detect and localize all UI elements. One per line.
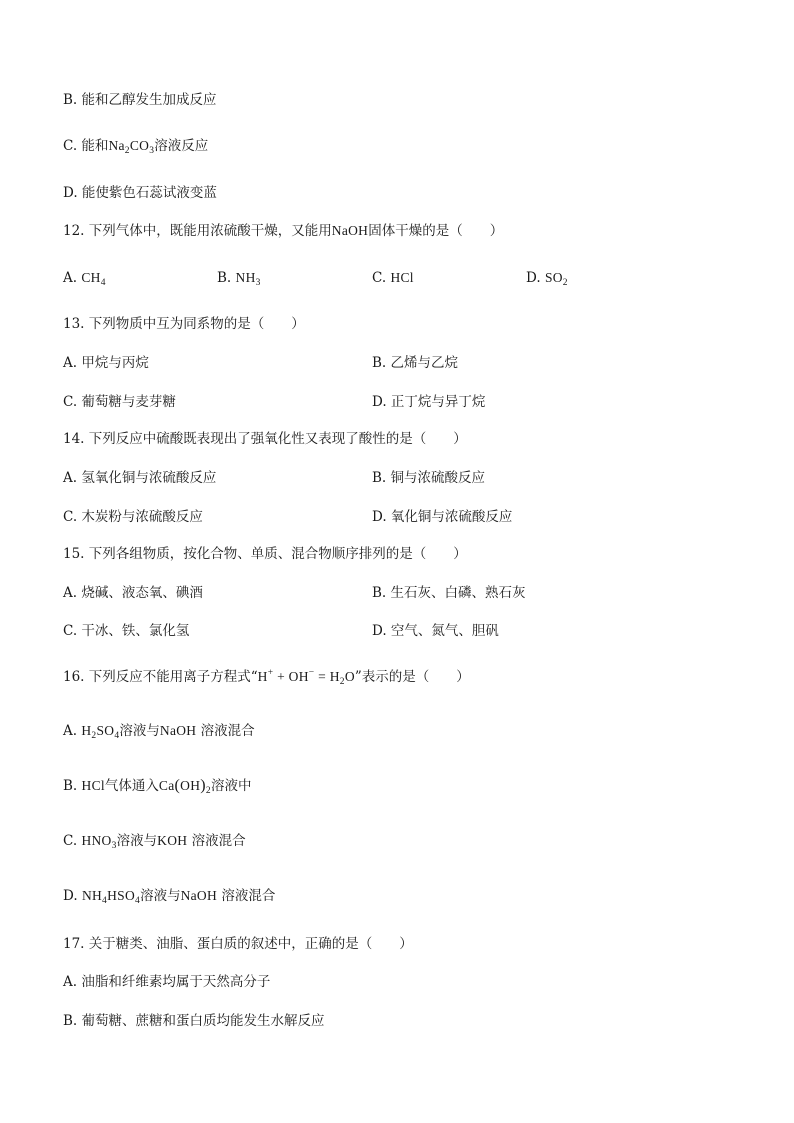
q17-option-a: A. 油脂和纤维素均属于天然高分子	[63, 974, 271, 990]
q13-option-b: B. 乙烯与乙烷	[372, 355, 459, 371]
q16-option-a-mid: 溶液与	[119, 723, 160, 739]
formula-na2co3: $Na_2CO_3$	[108, 138, 155, 156]
q16-option-b-mid: 气体通入	[104, 778, 159, 794]
q16-option-a	[63, 722, 255, 740]
q16-stem	[63, 668, 470, 686]
ionic-equation: $H^+ + OH^- = H_2O$	[257, 668, 355, 687]
q12-option-b	[217, 269, 261, 287]
q16-option-c	[63, 832, 246, 850]
q16-option-c-label: C.	[63, 833, 78, 849]
q16-option-d-suffix: 溶液混合	[221, 888, 276, 904]
q12-option-a	[63, 269, 106, 287]
q11-option-d: D. 能使紫色石蕊试液变蓝	[63, 185, 217, 201]
q16-option-c-koh: KOH	[157, 833, 188, 848]
q14-option-a: A. 氢氧化铜与浓硫酸反应	[63, 470, 217, 486]
q13-option-c: C. 葡萄糖与麦芽糖	[63, 394, 176, 410]
q16-option-c-mid: 溶液与	[116, 833, 158, 849]
q15-stem: 15. 下列各组物质，按化合物、单质、混合物顺序排列的是（ ）	[63, 546, 467, 562]
q15-option-b: B. 生石灰、白磷、熟石灰	[372, 585, 526, 601]
q14-option-b: B. 铜与浓硫酸反应	[372, 470, 486, 486]
q14-option-d: D. 氧化铜与浓硫酸反应	[372, 509, 513, 525]
q12-option-c	[372, 269, 414, 287]
q16-option-d-naoh: NaOH	[180, 888, 218, 903]
q16-option-c-suffix: 溶液混合	[191, 833, 246, 849]
q16-option-d	[63, 887, 275, 905]
q11-option-c-suffix: 溶液反应	[154, 138, 209, 154]
formula-ch4: $CH_4$	[81, 270, 106, 288]
formula-nh4hso4: $NH_4HSO_4$	[81, 888, 141, 906]
formula-h2so4: $H_2SO_4$	[81, 723, 120, 741]
formula-hcl: HCl	[390, 270, 414, 285]
formula-so2: $SO_2$	[544, 270, 568, 288]
q16-option-a-naoh: NaOH	[159, 723, 197, 738]
q12-option-a-label: A.	[63, 270, 78, 286]
q16-option-a-suffix: 溶液混合	[200, 723, 255, 739]
formula-nh3: $NH_3$	[235, 270, 261, 288]
q17-option-b: B. 葡萄糖、蔗糖和蛋白质均能发生水解反应	[63, 1013, 325, 1029]
q12-stem-suffix: 固体干燥的是（ ）	[368, 223, 504, 239]
q12-option-d-label: D.	[526, 270, 541, 286]
q13-option-d: D. 正丁烷与异丁烷	[372, 394, 486, 410]
q16-option-b	[63, 777, 251, 795]
q14-option-c: C. 木炭粉与浓硫酸反应	[63, 509, 203, 525]
q14-stem: 14. 下列反应中硫酸既表现出了强氧化性又表现了酸性的是（ ）	[63, 431, 467, 447]
q16-option-b-suffix: 溶液中	[210, 778, 252, 794]
q12-stem-naoh: NaOH	[331, 223, 369, 238]
q12-option-d	[526, 269, 568, 287]
q16-stem-suffix: ”表示的是（ ）	[354, 669, 470, 685]
q13-stem: 13. 下列物质中互为同系物的是（ ）	[63, 316, 305, 332]
q16-option-b-label: B.	[63, 778, 78, 794]
q15-option-d: D. 空气、氮气、胆矾	[372, 623, 499, 639]
q16-option-a-label: A.	[63, 723, 78, 739]
q16-stem-prefix: 16. 下列反应不能用离子方程式“	[63, 669, 258, 685]
q12-stem-prefix: 12. 下列气体中，既能用浓硫酸干燥，又能用	[63, 223, 332, 239]
q13-option-a: A. 甲烷与丙烷	[63, 355, 149, 371]
formula-caoh2: $Ca(OH)_2$	[158, 777, 211, 796]
q11-option-b: B. 能和乙醇发生加成反应	[63, 92, 217, 108]
q12-stem	[63, 222, 503, 240]
q12-options	[63, 269, 663, 289]
q11-option-c-prefix: C. 能和	[63, 138, 109, 154]
q17-stem: 17. 关于糖类、油脂、蛋白质的叙述中，正确的是（ ）	[63, 936, 413, 952]
q15-option-c: C. 干冰、铁、氯化氢	[63, 623, 190, 639]
q16-option-d-label: D.	[63, 888, 78, 904]
q15-option-a: A. 烧碱、液态氧、碘酒	[63, 585, 203, 601]
q16-option-d-mid: 溶液与	[140, 888, 181, 904]
q16-option-b-hcl: HCl	[81, 778, 105, 793]
q12-option-c-label: C.	[372, 270, 387, 286]
q11-option-c	[63, 137, 208, 155]
formula-hno3: $HNO_3$	[81, 833, 117, 851]
q12-option-b-label: B.	[217, 270, 232, 286]
